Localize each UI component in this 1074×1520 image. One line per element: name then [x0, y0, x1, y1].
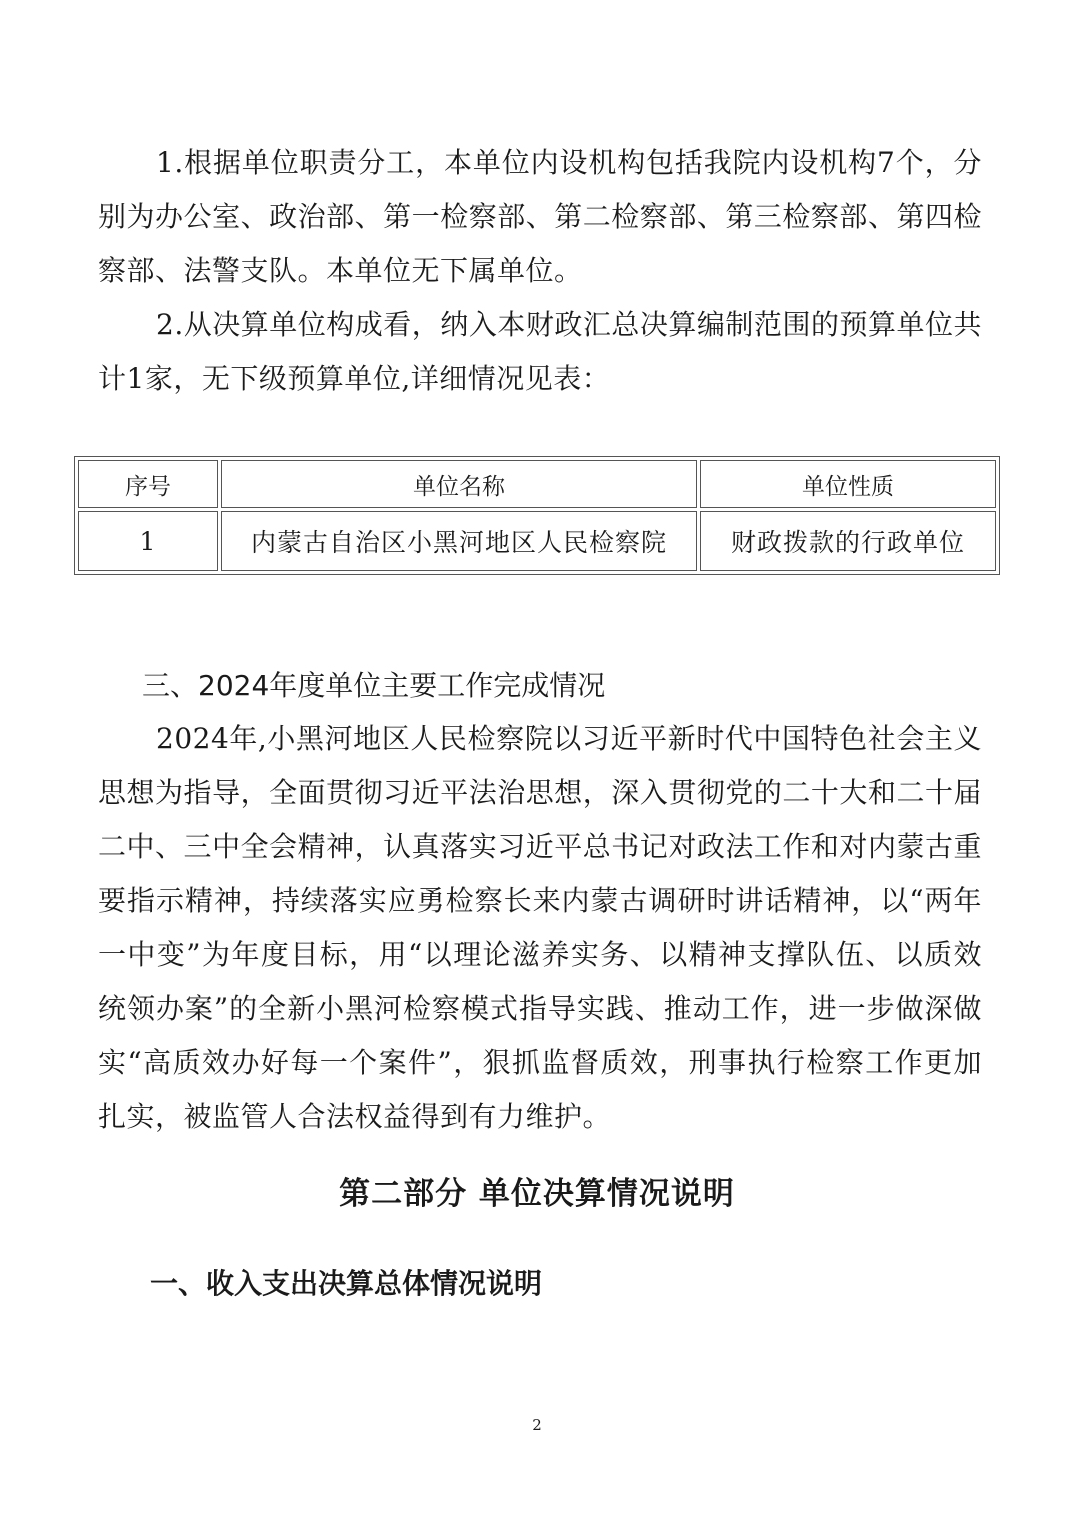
table-header-cell: 序号: [78, 460, 218, 508]
paragraph-internal-structure: 1.根据单位职责分工，本单位内设机构包括我院内设机构7个，分别为办公室、政治部、第一检察部、第二检察部、第三检察部、第四检察部、法警支队。本单位无下属单位。: [98, 146, 982, 287]
section-heading-work-summary: 三、2024年度单位主要工作完成情况: [142, 669, 606, 702]
section-heading-income-expenditure: 一、收入支出决算总体情况说明: [150, 1267, 543, 1300]
paragraph-budget-units: 2.从决算单位构成看，纳入本财政汇总决算编制范围的预算单位共计1家，无下级预算单位,详细情况见表：: [98, 308, 982, 395]
table-header-row: [78, 460, 996, 508]
table-cell-unit-name: 内蒙古自治区小黑河地区人民检察院: [221, 511, 697, 571]
page-number: 2: [532, 1416, 542, 1434]
unit-table: [74, 456, 1000, 575]
paragraph-work-summary: 2024年,小黑河地区人民检察院以习近平新时代中国特色社会主义思想为指导，全面贯彻习近平法治思想，深入贯彻党的二十大和二十届二中、三中全会精神，认真落实习近平总书记对政法工作和对内蒙古重要指示精神，持续落实应勇检察长来内蒙古调研时讲话精神，以“两年一中变”为年度目标，用“以理论滋养实务、以精神支撑队伍、以质效统领办案”的全新小黑河检察模式指导实践、推动工作，进一步做深做实“高质效办好每一个案件”，狠抓监督质效，刑事执行检察工作更加扎实，被监管人合法权益得到有力维护。: [98, 722, 982, 1133]
table-cell-unit-type: 财政拨款的行政单位: [700, 511, 996, 571]
table-header-cell: 单位名称: [221, 460, 697, 508]
table-header-cell: 单位性质: [700, 460, 996, 508]
part-title: 第二部分 单位决算情况说明: [339, 1176, 735, 1212]
table-cell-index: 1: [78, 511, 218, 571]
table-row: [78, 511, 996, 571]
